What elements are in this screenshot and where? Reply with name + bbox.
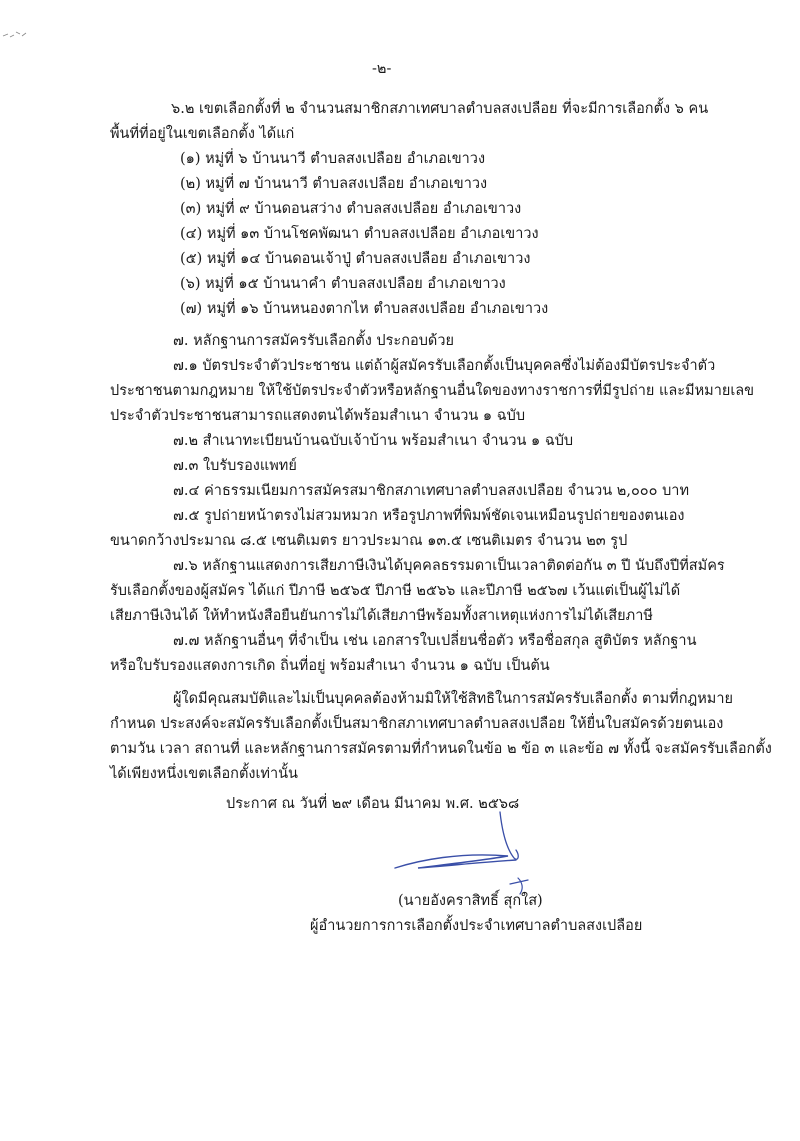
item-7-6-line-3: เสียภาษีเงินได้ ให้ทำหนังสือยืนยันการไม่ได้เสียภาษีพร้อมทั้งสาเหตุแห่งการไม่ได้เสียภาษี xyxy=(110,608,653,624)
item-7-2: ๗.๒ สำเนาทะเบียนบ้านฉบับเจ้าบ้าน พร้อมสำเนา จำนวน ๑ ฉบับ xyxy=(173,433,574,449)
section-6-2-intro-line-1: ๖.๒ เขตเลือกตั้งที่ ๒ จำนวนสมาชิกสภาเทศบาลตำบลสงเปลือย ที่จะมีการเลือกตั้ง ๖ คน xyxy=(171,101,709,117)
signer-name: (นายอังคราสิทธิ์ สุกใส) xyxy=(398,893,543,909)
village-item: (๕) หมู่ที่ ๑๔ บ้านดอนเจ้าปู่ ตำบลสงเปลือย อำเภอเขาวง xyxy=(180,251,531,267)
item-7-3: ๗.๓ ใบรับรองแพทย์ xyxy=(173,458,297,474)
item-7-7-line-2: หรือใบรับรองแสดงการเกิด ถิ่นที่อยู่ พร้อมสำเนา จำนวน ๑ ฉบับ เป็นต้น xyxy=(110,658,550,674)
section-6-2-intro-line-2: พื้นที่ที่อยู่ในเขตเลือกตั้ง ได้แก่ xyxy=(110,126,295,142)
item-7-6-line-1: ๗.๖ หลักฐานแสดงการเสียภาษีเงินได้บุคคลธรรมดาเป็นเวลาติดต่อกัน ๓ ปี นับถึงปีที่สมัคร xyxy=(173,558,725,574)
village-item: (๔) หมู่ที่ ๑๓ บ้านโชคพัฒนา ตำบลสงเปลือย อำเภอเขาวง xyxy=(180,226,539,242)
village-item: (๓) หมู่ที่ ๙ บ้านดอนสว่าง ตำบลสงเปลือย อำเภอเขาวง xyxy=(180,201,522,217)
item-7-1-line-2: ประชาชนตามกฎหมาย ให้ใช้บัตรประจำตัวหรือหลักฐานอื่นใดของทางราชการที่มีรูปถ่าย และมีหมายเลข xyxy=(110,383,755,399)
closing-paragraph-line-2: กำหนด ประสงค์จะสมัครรับเลือกตั้งเป็นสมาชิกสภาเทศบาลตำบลสงเปลือย ให้ยื่นใบสมัครด้วยตนเอง xyxy=(110,716,724,732)
village-item: (๑) หมู่ที่ ๖ บ้านนาวี ตำบลสงเปลือย อำเภอเขาวง xyxy=(180,151,486,167)
handwritten-signature xyxy=(390,800,540,900)
announcement-date: ประกาศ ณ วันที่ ๒๙ เดือน มีนาคม พ.ศ. ๒๕๖๘ xyxy=(226,796,520,812)
section-7-heading: ๗. หลักฐานการสมัครรับเลือกตั้ง ประกอบด้วย xyxy=(173,333,454,349)
item-7-5-line-1: ๗.๕ รูปถ่ายหน้าตรงไม่สวมหมวก หรือรูปภาพที่พิมพ์ชัดเจนเหมือนรูปถ่ายของตนเอง xyxy=(173,508,685,524)
item-7-4: ๗.๔ ค่าธรรมเนียมการสมัครสมาชิกสภาเทศบาลตำบลสงเปลือย จำนวน ๒,๐๐๐ บาท xyxy=(173,483,690,499)
closing-paragraph-line-1: ผู้ใดมีคุณสมบัติและไม่เป็นบุคคลต้องห้ามมิให้ใช้สิทธิในการสมัครรับเลือกตั้ง ตามที่กฎหมาย xyxy=(173,691,733,707)
closing-paragraph-line-4: ได้เพียงหนึ่งเขตเลือกตั้งเท่านั้น xyxy=(110,766,298,782)
item-7-6-line-2: รับเลือกตั้งของผู้สมัคร ได้แก่ ปีภาษี ๒๕๖๕ ปีภาษี ๒๕๖๖ และปีภาษี ๒๕๖๗ เว้นแต่เป็นผู้ไม่ได้ xyxy=(110,583,681,599)
item-7-1-line-1: ๗.๑ บัตรประจำตัวประชาชน แต่ถ้าผู้สมัครรับเลือกตั้งเป็นบุคคลซึ่งไม่ต้องมีบัตรประจำตัว xyxy=(173,358,716,374)
scan-artifact-mark xyxy=(2,28,28,42)
village-item: (๖) หมู่ที่ ๑๕ บ้านนาคำ ตำบลสงเปลือย อำเภอเขาวง xyxy=(180,276,506,292)
closing-paragraph-line-3: ตามวัน เวลา สถานที่ และหลักฐานการสมัครตามที่กำหนดในข้อ ๒ ข้อ ๓ และข้อ ๗ ทั้งนี้ จะสมัครรับเลือกตั้ง xyxy=(110,741,772,757)
item-7-1-line-3: ประจำตัวประชาชนสามารถแสดงตนได้พร้อมสำเนา จำนวน ๑ ฉบับ xyxy=(110,408,526,424)
village-item: (๒) หมู่ที่ ๗ บ้านนาวี ตำบลสงเปลือย อำเภอเขาวง xyxy=(180,176,488,192)
page-number: -๒- xyxy=(372,61,392,77)
item-7-5-line-2: ขนาดกว้างประมาณ ๘.๕ เซนติเมตร ยาวประมาณ ๑๓.๕ เซนติเมตร จำนวน ๒๓ รูป xyxy=(110,533,628,549)
village-item: (๗) หมู่ที่ ๑๖ บ้านหนองตากไห ตำบลสงเปลือย อำเภอเขาวง xyxy=(180,301,549,317)
signer-title: ผู้อำนวยการการเลือกตั้งประจำเทศบาลตำบลสงเปลือย xyxy=(310,918,643,934)
item-7-7-line-1: ๗.๗ หลักฐานอื่นๆ ที่จำเป็น เช่น เอกสารใบเปลี่ยนชื่อตัว หรือชื่อสกุล สูติบัตร หลักฐาน xyxy=(173,633,697,649)
